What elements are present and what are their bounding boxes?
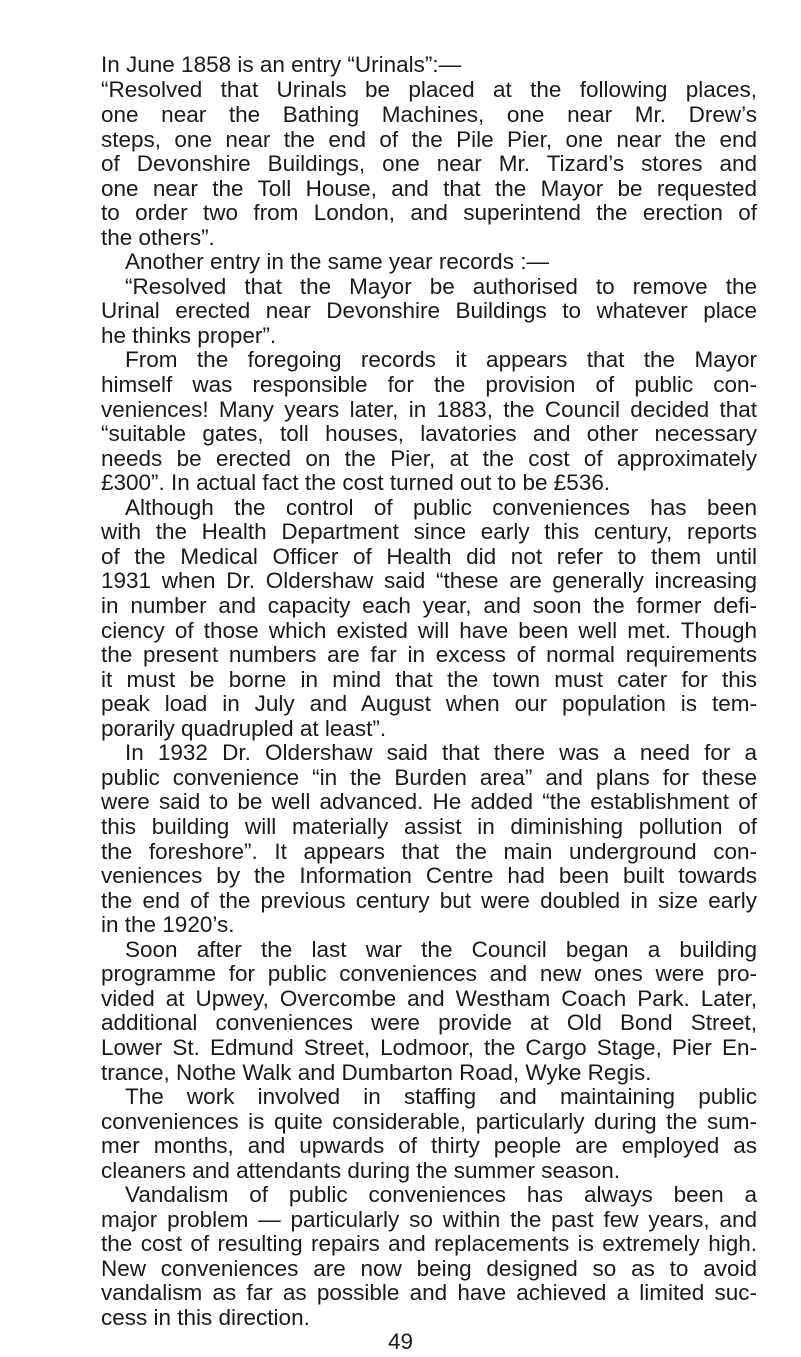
text-line: £300”. In actual fact the cost turned out to be £536. xyxy=(101,470,611,496)
text-line: In 1932 Dr. Oldershaw said that there was a need for a xyxy=(125,740,757,766)
text-line: vandalism as far as possible and have achieved a limited suc- xyxy=(101,1280,757,1306)
text-line: In June 1858 is an entry “Urinals”:— xyxy=(101,52,462,77)
text-line: it must be borne in mind that the town must cater for this xyxy=(101,666,757,692)
text-line: public convenience “in the Burden area” and plans for these xyxy=(101,764,757,790)
text-line: major problem — particularly so within the past few years, and xyxy=(101,1206,757,1232)
text-line: Urinal erected near Devonshire Buildings to whatever place xyxy=(101,298,757,324)
text-line: additional conveniences were provide at Old Bond Street, xyxy=(101,1010,757,1036)
text-line: trance, Nothe Walk and Dumbarton Road, Wyke Regis. xyxy=(101,1059,652,1085)
text-line: “Resolved that the Mayor be authorised to remove the xyxy=(125,273,757,299)
text-line: porarily quadrupled at least”. xyxy=(101,715,387,741)
text-line: in the 1920’s. xyxy=(101,912,235,938)
text-line: Soon after the last war the Council began a building xyxy=(125,936,757,962)
text-line: in number and capacity each year, and soon the former defi- xyxy=(101,593,757,618)
text-line: with the Health Department since early this century, reports xyxy=(101,519,758,545)
text-line: Although the control of public conveniences has been xyxy=(125,494,757,520)
text-line: “suitable gates, toll houses, lavatories and other necessary xyxy=(101,421,757,447)
text-line: Vandalism of public conveniences has always been a xyxy=(125,1182,757,1208)
text-line: this building will materially assist in diminishing pollution of xyxy=(101,813,758,839)
text-line: cess in this direction. xyxy=(101,1305,310,1330)
text-line: cleaners and attendants during the summer season. xyxy=(101,1157,621,1183)
text-line: he thinks proper”. xyxy=(101,322,277,348)
text-line: the foreshore”. It appears that the main underground con- xyxy=(101,838,757,864)
text-line: Lower St. Edmund Street, Lodmoor, the Cargo Stage, Pier En- xyxy=(101,1034,757,1060)
text-line: the cost of resulting repairs and replacements is extremely high. xyxy=(101,1231,757,1257)
text-line: “Resolved that Urinals be placed at the following places, xyxy=(101,77,757,103)
text-line: veniences by the Information Centre had been built towards xyxy=(101,863,757,889)
text-line: steps, one near the end of the Pile Pier, one near the end xyxy=(101,126,757,152)
text-line: Another entry in the same year records :— xyxy=(125,249,549,275)
text-line: to order two from London, and superintend the erection of xyxy=(101,200,757,226)
text-line: of Devonshire Buildings, one near Mr. Tizard’s stores and xyxy=(101,151,757,176)
text-line: 1931 when Dr. Oldershaw said “these are generally increasing xyxy=(101,568,757,594)
text-line: needs be erected on the Pier, at the cost of approximately xyxy=(101,445,757,471)
text-line: programme for public conveniences and new ones were pro- xyxy=(101,961,757,987)
text-line: of the Medical Officer of Health did not refer to them until xyxy=(101,543,757,569)
text-line: New conveniences are now being designed so as to avoid xyxy=(101,1255,758,1281)
text-line: himself was responsible for the provision of public con- xyxy=(101,372,757,397)
text-line: veniences! Many years later, in 1883, the Council decided that xyxy=(101,396,757,422)
text-line: one near the Bathing Machines, one near Mr. Drew’s xyxy=(101,101,757,127)
text-line: vided at Upwey, Overcombe and Westham Coach Park. Later, xyxy=(101,985,757,1011)
text-line: the end of the previous century but were doubled in size early xyxy=(101,887,757,913)
text-line: ciency of those which existed will have been well met. Though xyxy=(101,617,758,643)
text-line: mer months, and upwards of thirty people are employed as xyxy=(101,1133,757,1159)
text-line: From the foregoing records it appears that the Mayor xyxy=(125,347,757,373)
text-line: The work involved in staffing and maintaining public xyxy=(125,1084,757,1109)
text-line: were said to be well advanced. He added “the establishment of xyxy=(101,789,757,815)
text-line: conveniences is quite considerable, particularly during the sum- xyxy=(101,1108,757,1134)
text-line: one near the Toll House, and that the Mayor be requested xyxy=(101,175,757,201)
text-line: the others”. xyxy=(101,224,215,250)
page-number: 49 xyxy=(387,1329,414,1354)
text-line: peak load in July and August when our population is tem- xyxy=(101,691,757,717)
text-line: the present numbers are far in excess of normal requirements xyxy=(101,642,757,668)
